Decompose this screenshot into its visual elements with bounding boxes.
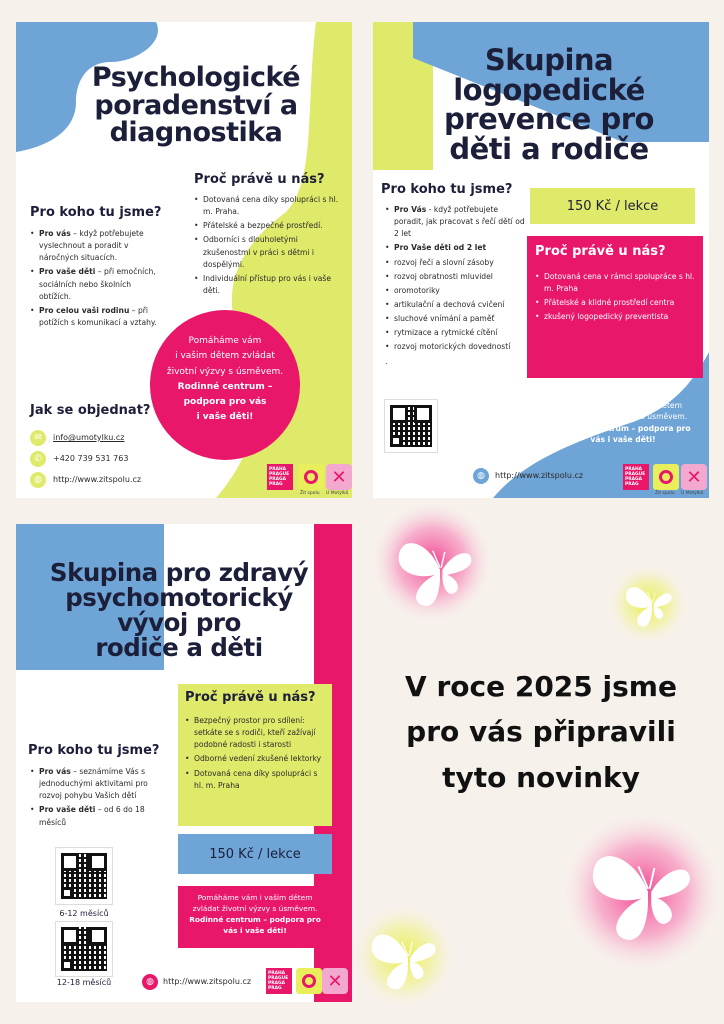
poster2-qr-code[interactable]: [385, 400, 437, 452]
list-item: • zkušený logopedický preventista: [535, 311, 695, 323]
poster3-for-whom-list: [30, 766, 160, 831]
praha-logo: PRAHA PRAGUE PRAGA PRAG: [266, 968, 292, 994]
globe-icon: ◍: [30, 472, 46, 488]
zit-spolu-logo: [653, 464, 679, 490]
web-link[interactable]: http://www.zitspolu.cz: [163, 977, 252, 986]
poster3-help-box: [178, 886, 332, 948]
list-item: • Pro vás – když potřebujete vyslechnout a poradit v náročných situacích.: [30, 228, 165, 264]
poster2-title-line: Skupina: [484, 43, 614, 77]
web-link[interactable]: http://www.zitspolu.cz: [495, 471, 584, 480]
u-motylku-caption: U Motýlků: [681, 491, 704, 496]
poster2-why-box: [527, 236, 703, 378]
headline-line: tyto novinky: [442, 760, 640, 794]
circle-text-line: podpora pro vás: [183, 397, 267, 408]
poster1-for-whom-list: [30, 228, 165, 331]
poster1-why-title: Proč právě u nás?: [194, 172, 325, 187]
poster-speech-prevention: [373, 22, 709, 498]
poster3-title-line: Skupina pro zdravý: [49, 558, 309, 587]
poster2-why-title: Proč právě u nás?: [535, 244, 666, 259]
list-item: • Dotovaná cena v rámci spolupráce s hl. m. Praha: [535, 271, 695, 295]
list-item: • rozvoj obratnosti mluvidel: [385, 271, 525, 283]
poster2-title: [419, 43, 679, 166]
poster3-qr-code-12-18[interactable]: [56, 922, 112, 976]
email-link[interactable]: info@umotylku.cz: [53, 433, 125, 442]
list-item: • Dotovaná cena díky spolupráci s hl. m. Praha: [185, 768, 325, 792]
circle-text-line: i vaše děti!: [196, 412, 254, 423]
poster1-order-title: Jak se objednat?: [30, 403, 151, 418]
list-item: • Pro Vás - když potřebujete poradit, jak pracovat s řečí dětí od 2 let: [385, 204, 525, 240]
poster3-price: 150 Kč / lekce: [178, 834, 332, 874]
list-item: • Pro Vaše děti od 2 let: [385, 242, 525, 254]
list-item: • Přátelské a bezpečné prostředí.: [194, 220, 344, 232]
list-item: • Odborné vedení zkušené lektorky: [185, 753, 325, 765]
headline-line: V roce 2025 jsme: [405, 670, 677, 703]
zit-spolu-caption: Žit spolu: [655, 491, 675, 496]
poster3-why-title: Proč právě u nás?: [185, 690, 316, 705]
help-text-line: Pomáháme vám i vašim dětem: [197, 893, 313, 902]
circle-text-line: i vašim dětem zvládat: [175, 351, 275, 362]
list-item: • Dotovaná cena díky spolupráci s hl. m. Praha.: [194, 194, 344, 218]
u-motylku-caption: U Motýlků: [326, 491, 349, 496]
poster3-for-whom-title: Pro koho tu jsme?: [28, 743, 160, 758]
zit-spolu-logo: [298, 464, 324, 490]
web-link[interactable]: http://www.zitspolu.cz: [53, 475, 142, 484]
list-item: • sluchové vnímání a paměť: [385, 313, 525, 325]
praha-logo: PRAHA PRAGUE PRAGA PRAG: [623, 464, 649, 490]
help-text-line: zvládat životní výzvy s úsměvem.: [558, 412, 688, 422]
list-item: • oromotoriky: [385, 285, 525, 297]
poster1-help-circle: [150, 310, 300, 460]
poster2-title-line: logopedické: [453, 72, 645, 107]
poster1-why-list: [194, 194, 344, 299]
poster2-for-whom-title: Pro koho tu jsme?: [381, 182, 513, 197]
help-text-line: vás i vaše děti!: [223, 926, 287, 936]
help-text-line: Rodinné centrum – podpora pro: [189, 915, 321, 925]
poster3-title-line: vývoj pro: [117, 607, 241, 637]
list-item: • Přátelské a klidné prostředí centra: [535, 297, 695, 309]
list-item: • artikulační a dechová cvičení: [385, 299, 525, 311]
praha-logo: PRAHA PRAGUE PRAGA PRAG: [267, 464, 293, 490]
poster2-title-line: prevence pro: [444, 102, 654, 137]
poster1-title-line: poradenství a: [94, 89, 298, 121]
poster1-title: [56, 64, 336, 147]
poster2-dot: .: [385, 356, 388, 366]
list-item: • Pro celou vaši rodinu – při potížích s komunikací a vztahy.: [30, 305, 165, 329]
globe-icon: ◍: [473, 468, 489, 484]
list-item: • Pro vás – seznámíme Vás s jednoduchými aktivitami pro rozvoj pohybu Vašich dětí: [30, 766, 160, 802]
poster3-title-line: rodiče a děti: [95, 632, 263, 662]
help-text-line: zvládat životní výzvy s úsměvem.: [192, 904, 318, 914]
help-text-line: vás i vaše děti!: [590, 435, 656, 445]
qr-caption: 12-18 měsíců: [56, 978, 112, 987]
list-item: • rozvoj řeči a slovní zásoby: [385, 257, 525, 269]
circle-text-line: životní výzvy s úsměvem.: [166, 366, 284, 377]
list-item: • rozvoj motorických dovedností: [385, 341, 525, 353]
email-icon: ✉: [30, 430, 46, 446]
list-item: • Bezpečný prostor pro sdílení: setkáte se s rodiči, kteří zažívají podobné radosti i starosti: [185, 715, 325, 751]
poster2-help-text: [543, 400, 703, 446]
headline: [366, 664, 716, 800]
u-motylku-logo: ✕: [681, 464, 707, 490]
poster3-title-line: psychomotorický: [65, 582, 293, 612]
list-item: • Pro vaše děti – při emočních, sociálních nebo školních obtížích.: [30, 266, 165, 302]
help-text-line: Rodinné centrum – podpora pro: [555, 423, 691, 433]
list-item: • Pro vaše děti – od 6 do 18 měsíců: [30, 804, 160, 828]
circle-text-line: Rodinné centrum –: [177, 381, 273, 392]
poster1-title-line: diagnostika: [109, 117, 283, 149]
poster1-for-whom-title: Pro koho tu jsme?: [30, 205, 162, 220]
phone-icon: ✆: [30, 451, 46, 467]
globe-icon: ◍: [142, 974, 158, 990]
zit-spolu-logo: [296, 968, 322, 994]
headline-line: pro vás připravili: [406, 715, 676, 749]
phone-number: +420 739 531 763: [53, 454, 129, 463]
list-item: • Individuální přístup pro vás i vaše děti.: [194, 273, 344, 297]
poster-psychological-counselling: [16, 22, 352, 498]
help-text-line: Pomáháme vám i vašim dětem: [564, 401, 682, 410]
poster3-why-box: [178, 684, 332, 826]
zit-spolu-caption: Žit spolu: [300, 491, 320, 496]
poster3-qr-code-6-12[interactable]: [56, 848, 112, 904]
poster3-title: [34, 560, 324, 660]
list-item: • Odborníci s dlouholetými zkušenostmi v práci s dětmi i dospělými.: [194, 234, 344, 270]
qr-caption: 6-12 měsíců: [59, 909, 109, 918]
u-motylku-logo: ✕: [322, 968, 348, 994]
u-motylku-logo: ✕: [326, 464, 352, 490]
poster2-title-line: děti a rodiče: [449, 131, 649, 166]
circle-text-line: Pomáháme vám: [188, 336, 262, 346]
poster2-for-whom-list: [385, 204, 525, 368]
poster1-title-line: Psychologické: [91, 62, 301, 93]
poster2-price: 150 Kč / lekce: [530, 188, 695, 224]
list-item: • rytmizace a rytmické cítění: [385, 327, 525, 339]
poster-psychomotor-group: [16, 524, 352, 1002]
